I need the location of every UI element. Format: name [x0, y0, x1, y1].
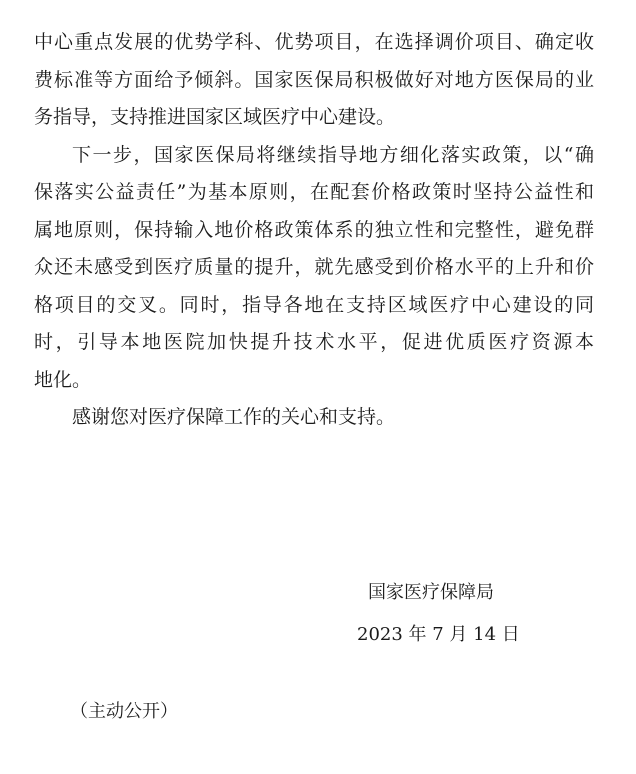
text-line: 保落实公益责任”为基本原则，在配套价格政策时坚持公益性和 — [34, 181, 594, 203]
text-line: 属地原则，保持输入地价格政策体系的独立性和完整性，避免群 — [34, 219, 594, 241]
disclosure-label: （主动公开） — [70, 701, 178, 722]
text-line: 格项目的交叉。同时，指导各地在支持区域医疗中心建设的同 — [34, 294, 594, 316]
text-line: 感谢您对医疗保障工作的关心和支持。 — [72, 406, 396, 428]
text-line: 费标准等方面给予倾斜。国家医保局积极做好对地方医保局的业 — [34, 69, 594, 91]
text-line: 中心重点发展的优势学科、优势项目，在选择调价项目、确定收 — [34, 31, 594, 53]
text-line: 地化。 — [34, 369, 92, 391]
text-line: 众还未感受到医疗质量的提升，就先感受到价格水平的上升和价 — [34, 256, 594, 278]
text-line: 时，引导本地医院加快提升技术水平，促进优质医疗资源本 — [34, 331, 594, 353]
signature-date: 2023 年 7 月 14 日 — [357, 624, 520, 645]
text-line: 务指导，支持推进国家区域医疗中心建设。 — [34, 106, 396, 128]
signature-organization: 国家医疗保障局 — [368, 582, 494, 603]
text-line: 下一步，国家医保局将继续指导地方细化落实政策，以“确 — [72, 144, 594, 166]
